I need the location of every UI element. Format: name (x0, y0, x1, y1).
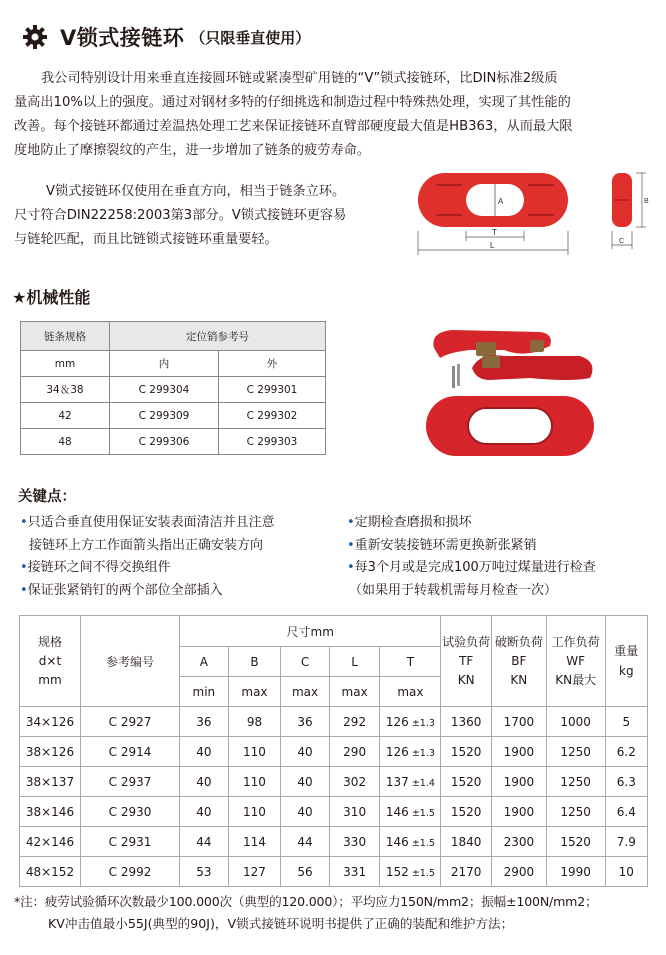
cell-ref: C 2930 (80, 797, 179, 827)
cell-kg: 6.2 (605, 737, 647, 767)
pin-head-spec: 链条规格 (44, 330, 86, 343)
list-item: •保证张紧销钉的两个部位全部插入 (20, 582, 223, 598)
dim-l-label: L (490, 241, 495, 250)
key-points-left (20, 512, 340, 602)
cell-l: 292 (329, 707, 380, 737)
cell-t: 126 ±1.3 (380, 737, 441, 767)
cell-ref: C 2937 (80, 767, 179, 797)
cell-a: 44 (180, 827, 229, 857)
cell-wf: 1000 (546, 707, 605, 737)
cell-t: 152 ±1.5 (380, 857, 441, 887)
list-item: 接链环上方工作面箭头指出正确安装方向 (29, 537, 264, 553)
cell-l: 330 (329, 827, 380, 857)
pin-outer: C 299301 (219, 377, 326, 403)
cell-tf: 1520 (441, 797, 492, 827)
cell-wf: 1990 (546, 857, 605, 887)
table-row (21, 429, 326, 455)
title-subtitle: （只限垂直使用） (190, 28, 311, 47)
dim-col-a: A (180, 647, 229, 677)
intro-line: 与链轮匹配，而且比链锁式接链环重量要轻。 (14, 232, 278, 247)
tolerance: ±1.5 (411, 867, 435, 879)
cell-tf: 1840 (441, 827, 492, 857)
table-row (20, 767, 648, 797)
tolerance: ±1.5 (411, 837, 435, 849)
dim-t-label: T (492, 228, 497, 237)
cell-wf: 1250 (546, 737, 605, 767)
intro-line: 量高出10%以上的强度。通过对钢材多特的仔细挑选和制造过程中特殊热处理，实现了其性能的 (14, 95, 571, 110)
pin-head-ref: 定位销参考号 (110, 322, 326, 351)
cell-tf: 1520 (441, 737, 492, 767)
cell-bf: 1900 (491, 767, 546, 797)
cell-bf: 1900 (491, 737, 546, 767)
cell-bf: 1700 (491, 707, 546, 737)
cell-wf: 1250 (546, 797, 605, 827)
key-points-title: 关键点： (18, 489, 76, 505)
intro-line: 我公司特别设计用来垂直连接圆环链或紧凑型矿用链的“V”锁式接链环，比DIN标准2级质 (41, 71, 558, 86)
list-item: （如果用于转载机需每月检查一次） (349, 582, 558, 598)
table-row (20, 827, 648, 857)
cell-ref: C 2931 (80, 827, 179, 857)
cell-spec: 38×137 (20, 767, 81, 797)
list-item: •接链环之间不得交换组件 (20, 560, 171, 575)
footnote-line: KV冲击值最小55J(典型的90J)，V锁式接链环说明书提供了正确的装配和维护方法； (48, 916, 514, 931)
pin-set (452, 364, 460, 388)
cell-b: 114 (228, 827, 281, 857)
list-item: •只适合垂直使用保证安装表面清洁并且注意 (20, 515, 275, 530)
cell-l: 290 (329, 737, 380, 767)
intro-paragraph (14, 67, 654, 163)
cell-b: 98 (228, 707, 281, 737)
mech-section-title: ★机械性能 (12, 288, 91, 307)
pin-outer: C 299303 (219, 429, 326, 455)
cell-ref: C 2927 (80, 707, 179, 737)
cell-tf: 2170 (441, 857, 492, 887)
list-item: •重新安装接链环需更换新张紧销 (347, 537, 537, 553)
cell-wf: 1520 (546, 827, 605, 857)
cell-a: 53 (180, 857, 229, 887)
pin-spec: 42 (21, 403, 110, 429)
dim-col-c: C (281, 647, 330, 677)
cell-a: 40 (180, 797, 229, 827)
cell-t: 146 ±1.5 (380, 797, 441, 827)
cell-t: 137 ±1.4 (380, 767, 441, 797)
cell-t: 146 ±1.5 (380, 827, 441, 857)
cell-a: 40 (180, 737, 229, 767)
table-row (20, 707, 648, 737)
intro-paragraph-2 (14, 180, 406, 252)
pin-outer: C 299302 (219, 403, 326, 429)
intro-line: 改善。每个接链环都通过差温热处理工艺来保证接链环直臂部硬度最大值是HB363，从而最大限 (14, 119, 573, 134)
pin-inner: C 299304 (110, 377, 219, 403)
cell-kg: 5 (605, 707, 647, 737)
pin-head-outer: 外 (219, 351, 326, 377)
link-half-lower (472, 355, 592, 380)
cell-l: 310 (329, 797, 380, 827)
tolerance: ±1.5 (411, 807, 435, 819)
table-row (20, 797, 648, 827)
cell-bf: 1900 (491, 797, 546, 827)
cell-c: 40 (281, 737, 330, 767)
list-item: •定期检查磨损和损坏 (347, 515, 472, 530)
cell-c: 56 (281, 857, 330, 887)
dim-b-label: B (644, 198, 649, 205)
cell-b: 127 (228, 857, 281, 887)
bf-head: 破断负荷 BF KN (491, 616, 546, 707)
key-points-right (347, 512, 647, 602)
ref-head: 参考编号 (80, 616, 179, 707)
dim-a-label: A (498, 197, 504, 206)
cell-ref: C 2914 (80, 737, 179, 767)
cell-t: 126 ±1.3 (380, 707, 441, 737)
dim-col-l: L (329, 647, 380, 677)
link-product-photo (420, 322, 600, 458)
tolerance: ±1.3 (411, 717, 435, 729)
cell-c: 40 (281, 797, 330, 827)
cell-c: 40 (281, 767, 330, 797)
link-assembled (426, 396, 594, 456)
pin-spec: 48 (21, 429, 110, 455)
kg-head: 重量 kg (605, 616, 647, 707)
dim-col-b: B (228, 647, 281, 677)
dim-sub-t: max (380, 677, 441, 707)
spec-head: 规格 d×t mm (20, 616, 81, 707)
cell-kg: 7.9 (605, 827, 647, 857)
title-text: V锁式接链环 (60, 26, 185, 50)
footnote (14, 891, 664, 935)
pin-spec: 34＆38 (21, 377, 110, 403)
pin-unit: mm (21, 351, 110, 377)
pin-head-inner: 内 (110, 351, 219, 377)
cell-bf: 2300 (491, 827, 546, 857)
dim-sub-c: max (281, 677, 330, 707)
dim-sub-l: max (329, 677, 380, 707)
gear-icon (22, 24, 48, 50)
cell-b: 110 (228, 797, 281, 827)
footnote-line: *注：疲劳试验循环次数最少100.000次（典型的120.000）；平均应力150N/mm2；振幅±100N/mm2； (14, 894, 598, 909)
dim-c-label: C (619, 238, 625, 245)
cell-wf: 1250 (546, 767, 605, 797)
cell-tf: 1360 (441, 707, 492, 737)
cell-spec: 38×126 (20, 737, 81, 767)
wf-head: 工作负荷 WF KN最大 (546, 616, 605, 707)
intro-line: 尺寸符合DIN22258:2003第3部分。V锁式接链环更容易 (14, 208, 347, 223)
table-row (21, 403, 326, 429)
table-header-row (20, 616, 648, 647)
cell-spec: 42×146 (20, 827, 81, 857)
cell-a: 36 (180, 707, 229, 737)
pin-inner: C 299306 (110, 429, 219, 455)
link-side-view (612, 173, 632, 227)
cell-tf: 1520 (441, 767, 492, 797)
pin-inner: C 299309 (110, 403, 219, 429)
cell-kg: 10 (605, 857, 647, 887)
table-row (20, 737, 648, 767)
tf-head: 试验负荷 TF KN (441, 616, 492, 707)
list-item: •每3个月或是完成100万吨过煤量进行检查 (347, 560, 596, 575)
cell-bf: 2900 (491, 857, 546, 887)
cell-c: 44 (281, 827, 330, 857)
table-row (21, 322, 326, 351)
cell-l: 302 (329, 767, 380, 797)
intro-line: 度地防止了摩擦裂纹的产生，进一步增加了链条的疲劳寿命。 (14, 143, 371, 158)
dim-sub-b: max (228, 677, 281, 707)
cell-spec: 34×126 (20, 707, 81, 737)
table-row (20, 857, 648, 887)
cell-spec: 38×146 (20, 797, 81, 827)
cell-kg: 6.4 (605, 797, 647, 827)
page-title (22, 22, 310, 52)
link-technical-drawing (400, 165, 662, 265)
cell-ref: C 2992 (80, 857, 179, 887)
cell-b: 110 (228, 737, 281, 767)
dim-sub-a: min (180, 677, 229, 707)
cell-l: 331 (329, 857, 380, 887)
cell-spec: 48×152 (20, 857, 81, 887)
table-row (21, 377, 326, 403)
cell-kg: 6.3 (605, 767, 647, 797)
tolerance: ±1.4 (411, 777, 435, 789)
cell-c: 36 (281, 707, 330, 737)
spec-table (19, 615, 648, 887)
cell-a: 40 (180, 767, 229, 797)
link-front-view (418, 173, 568, 227)
cell-b: 110 (228, 767, 281, 797)
dim-head: 尺寸mm (180, 616, 441, 647)
intro-line: V锁式接链环仅使用在垂直方向，相当于链条立环。 (46, 184, 346, 199)
dim-col-t: T (380, 647, 441, 677)
tolerance: ±1.3 (411, 747, 435, 759)
link-half-upper (433, 330, 551, 358)
table-row (21, 351, 326, 377)
pin-table (20, 321, 326, 455)
